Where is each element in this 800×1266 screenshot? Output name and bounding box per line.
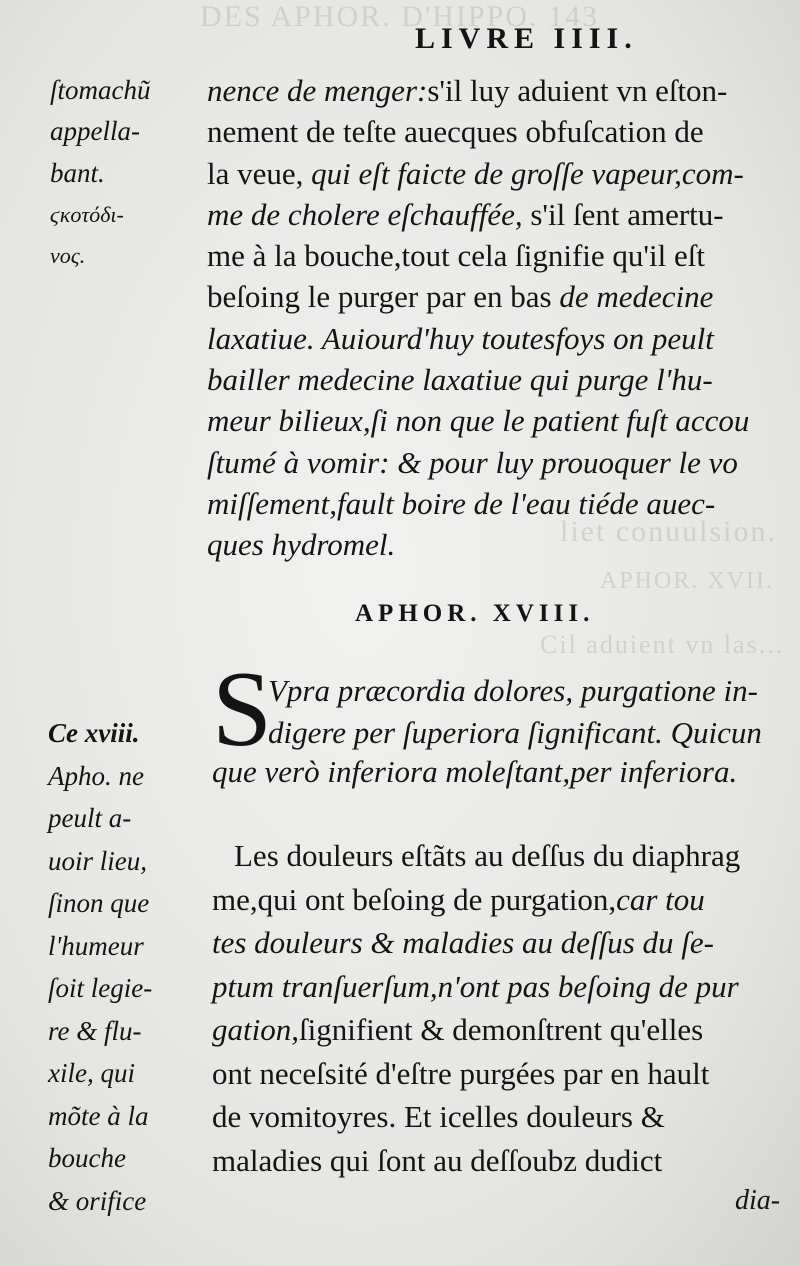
running-head: LIVRE IIII. <box>415 22 638 55</box>
latin-line: Vpra præcordia dolores, purgatione in- <box>268 673 758 708</box>
text-line <box>207 111 792 152</box>
margin-note-2 <box>48 712 208 1222</box>
text-line <box>207 194 792 235</box>
text-line: bailler medecine laxatiue qui purge l'hu- <box>207 362 713 398</box>
text-line: miſſement,fault boire de l'eau tiéde auec- <box>207 485 716 521</box>
text-span: nement de teſte auecques obfuſcation de <box>207 114 704 150</box>
margin-note-1 <box>50 70 210 276</box>
text-span: me de cholere eſchauffée, <box>207 196 523 232</box>
text-line: ont neceſsité d'eſtre purgées par en hault <box>212 1055 710 1091</box>
text-line <box>207 276 792 317</box>
margin-line: uoir lieu, <box>48 845 147 876</box>
text-span: me,qui ont beſoing de purgation, <box>212 881 617 917</box>
bleed-through-mid2: APHOR. XVII. <box>600 568 774 594</box>
paragraph-2 <box>212 834 797 1182</box>
paragraph-1 <box>207 70 792 566</box>
text-span: s'il ſent amertu- <box>522 196 724 232</box>
margin-line: & orifice <box>48 1185 147 1216</box>
text-line <box>207 235 792 276</box>
margin-line: Ce xviii. <box>48 718 140 748</box>
text-line: meur bilieux,ſi non que le patient fuſt accou <box>207 403 750 439</box>
text-span: ſignifient & demonſtrent qu'elles <box>298 1012 704 1047</box>
margin-line: mõte à la <box>48 1100 149 1131</box>
margin-line: ſtomachũ <box>50 75 151 105</box>
margin-line: bant. <box>50 157 105 188</box>
margin-line: νος. <box>50 243 86 269</box>
text-line: laxatiue. Auiourd'huy toutesfoys on peult <box>207 320 714 356</box>
text-span: qui eſt faicte de groſſe vapeur,com- <box>311 155 744 191</box>
text-span: gation, <box>212 1012 299 1047</box>
margin-line: ſinon que <box>48 888 150 918</box>
drop-cap: S <box>212 650 273 769</box>
text-line <box>212 1008 797 1052</box>
margin-line: xile, qui <box>48 1058 135 1088</box>
margin-line: Apho. ne <box>48 760 144 791</box>
margin-line: bouche <box>48 1143 126 1173</box>
margin-line: appella- <box>50 116 140 147</box>
text-span: s'il luy aduient vn eſton- <box>427 73 728 108</box>
text-span: nence de menger: <box>207 73 428 108</box>
text-span: de medecine <box>559 279 714 315</box>
text-line: ſtumé à vomir: & pour luy prouoquer le vo <box>207 444 738 480</box>
text-span: la veue, <box>207 155 312 191</box>
text-line <box>212 834 797 878</box>
latin-line: que verò inferiora moleſtant,per inferiora. <box>212 754 738 789</box>
text-line: ptum tranſuerſum,n'ont pas beſoing de pur <box>212 968 739 1004</box>
margin-line: re & flu- <box>48 1015 142 1046</box>
catchword: dia- <box>735 1185 781 1216</box>
margin-line: peult a- <box>48 803 132 833</box>
text-line <box>207 153 792 194</box>
text-span: me à la bouche,tout cela ſignifie qu'il eſt <box>207 238 705 274</box>
margin-line: ſoit legie- <box>48 973 153 1003</box>
aphorism-heading: APHOR. XVIII. <box>355 600 595 627</box>
text-line: ques hydromel. <box>207 527 396 563</box>
bleed-through-mid3: Cil aduient vn las... <box>540 630 785 659</box>
latin-line: digere per ſuperiora ſignificant. Quicun <box>268 715 762 750</box>
text-line: maladies qui ſont au deſſoubz dudict <box>212 1142 663 1178</box>
text-line: de vomitoyres. Et icelles douleurs & <box>212 1099 665 1134</box>
latin-aphorism <box>268 670 798 754</box>
margin-line: ϛκοτόδι- <box>50 201 124 227</box>
text-line <box>207 70 792 111</box>
text-line <box>212 878 797 922</box>
text-span: car tou <box>616 881 705 917</box>
margin-line: l'humeur <box>48 930 144 961</box>
text-span: Les douleurs eſtãts au deſſus du diaphrag <box>234 838 741 873</box>
bleed-through-mid1: liet conuulsion. <box>560 515 777 548</box>
bleed-through-top: DES APHOR. D'HIPPO. 143 <box>200 0 599 33</box>
text-span: beſoing le purger par en bas <box>207 279 560 315</box>
text-line: tes douleurs & maladies au deſſus du ſe- <box>212 925 714 960</box>
